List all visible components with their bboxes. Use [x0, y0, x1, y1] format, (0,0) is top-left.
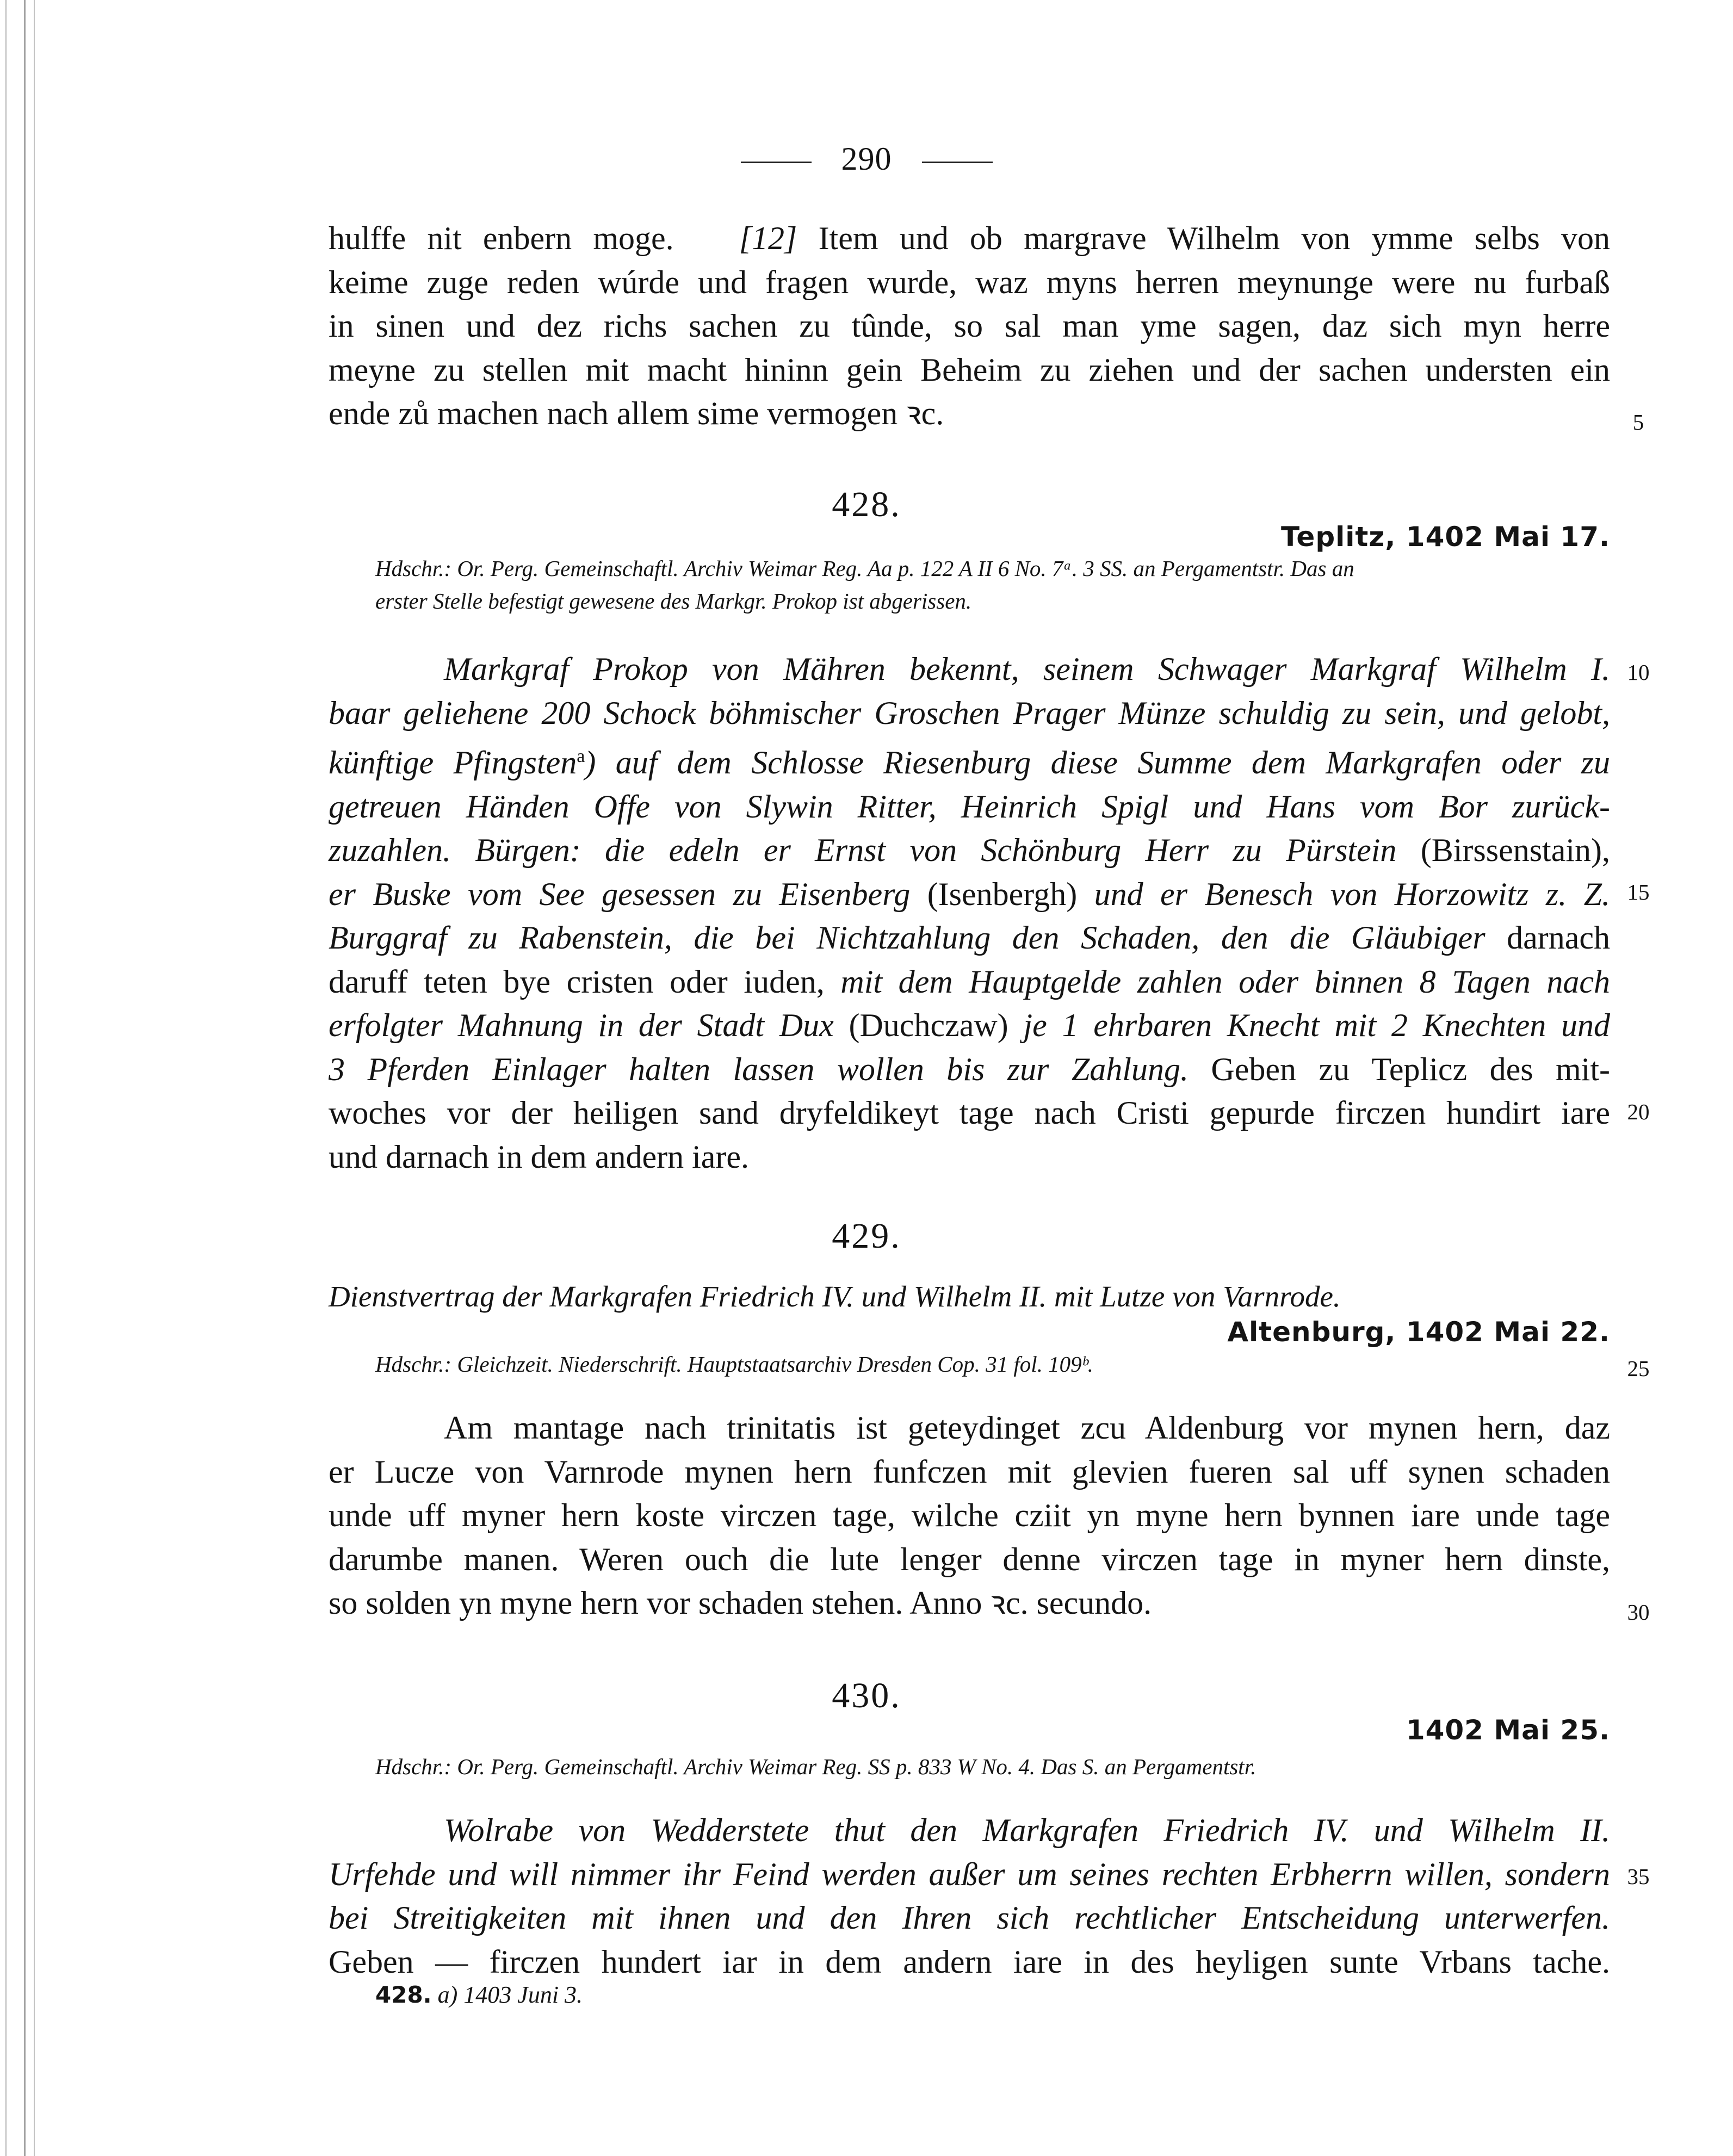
- scan-binding-edge: [0, 0, 49, 2156]
- footnote-entry-ref: 428.: [375, 1981, 432, 2008]
- footnote-ref-a: a: [577, 746, 585, 766]
- entry-source-430: Hdschr.: Or. Perg. Gemeinschaftl. Archiv Weimar Reg. SS p. 833 W No. 4. Das S. an Pergamentstr.: [375, 1754, 1257, 1779]
- footnote: [375, 1981, 583, 2009]
- continuation-paragraph: hulffe nit enbern moge. [12] Item und ob margrave Wilhelm von ymme selbs von keime zuge reden wúrde und fragen wurde, waz myns herren meynunge were nu furbaß in sinen und dez richs sachen zu tûnde, so sal man yme sagen, daz sich myn herre meyne zu stellen mit macht hininn gein Beheim zu ziehen und der sachen understen ein ende zů machen nach allem sime vermogen ꝛc.: [329, 220, 1610, 431]
- clause-marker: [12]: [739, 220, 797, 256]
- entry-body-430: Wolrabe von Wedderstete thut den Markgrafen Friedrich IV. und Wilhelm II. Urfehde und will nimmer ihr Feind werden außer um seines rechten Erbherrn willen, sondern bei Streitigkeiten mit ihnen und den Ihren sich rechtlicher Entscheidung unterwerfen. Geben — firczen hundert iar in dem andern iare in des heyligen sunte Vrbans tache.: [329, 1812, 1610, 1980]
- entry-dateline-429: Altenburg, 1402 Mai 22.: [1227, 1316, 1610, 1348]
- entry-number-430: 430.: [832, 1676, 901, 1715]
- entry-dateline-428: Teplitz, 1402 Mai 17.: [1280, 521, 1610, 553]
- entry-number-428: 428.: [832, 485, 901, 524]
- entry-body-429: Am mantage nach trinitatis ist geteydinget zcu Aldenburg vor mynen hern, daz er Lucze von Varnrode mynen hern funfczen mit glevien fueren sal uff synen schaden unde uff myner hern koste virczen tage, wilche cziit yn myne hern bynnen iare unde tage darumbe manen. Weren ouch die lute lenger denne virczen tage in myner hern dinste, so solden yn myne hern vor schaden stehen. Anno ꝛc. secundo.: [329, 1410, 1610, 1621]
- header-rule-left: [741, 162, 812, 163]
- entry-number-429: 429.: [832, 1216, 901, 1256]
- footnote-text: a) 1403 Juni 3.: [437, 1981, 583, 2008]
- line-number: 10: [1627, 660, 1650, 685]
- page-number: 290: [841, 141, 892, 177]
- entry-source-428: Hdschr.: Or. Perg. Gemeinschaftl. Archiv Weimar Reg. Aa p. 122 A II 6 No. 7ᵃ. 3 SS. an Pergamentstr. Das an erster Stelle befestigt gewesene des Markgr. Prokop ist abgerissen.: [375, 556, 1354, 614]
- page-header: [0, 140, 1733, 178]
- header-rule-right: [922, 162, 993, 163]
- line-number: 30: [1627, 1600, 1650, 1625]
- entry-title-429: Dienstvertrag der Markgrafen Friedrich IV. und Wilhelm II. mit Lutze von Varnrode.: [329, 1280, 1341, 1313]
- line-number: 5: [1632, 410, 1644, 435]
- entry-dateline-430: 1402 Mai 25.: [1406, 1714, 1610, 1746]
- line-number: 25: [1627, 1356, 1650, 1381]
- entry-body-428: Markgraf Prokop von Mähren bekennt, seinem Schwager Markgraf Wilhelm I. baar geliehene 200 Schock böhmischer Groschen Prager Münze schuldig zu sein, und gelobt, künftige Pfingsten$^a$) auf dem Schlosse Riesenburg diese Summe dem Markgrafen oder zu getreuen Händen Offe von Slywin Ritter, Heinrich Spigl und Hans vom Bor zurück- zuzahlen. Bürgen: die edeln er Ernst von Schönburg Herr zu Pürstein (Birssenstain), er Buske vom See gesessen zu Eisenberg (Isenbergh) und er Benesch von Horzowitz z. Z. Burggraf zu Rabenstein, die bei Nichtzahlung den Schaden, den die Gläubiger darnach daruff teten bye cristen oder iuden, mit dem Hauptgelde zahlen oder binnen 8 Tagen nach erfolgter Mahnung in der Stadt Dux (Duchczaw) je 1 ehrbaren Knecht mit 2 Knechten und 3 Pferden Einlager halten lassen wollen bis zur Zahlung. Geben zu Teplicz des mit- woches vor der heiligen sand dryfeldikeyt tage nach Cristi gepurde firczen hundirt iare und darnach in dem andern iare.: [329, 651, 1611, 1175]
- entry-source-429: Hdschr.: Gleichzeit. Niederschrift. Hauptstaatsarchiv Dresden Cop. 31 fol. 109ᵇ.: [375, 1352, 1093, 1377]
- line-number: 15: [1627, 879, 1650, 904]
- line-number: 35: [1627, 1864, 1650, 1889]
- line-number: 20: [1627, 1099, 1650, 1124]
